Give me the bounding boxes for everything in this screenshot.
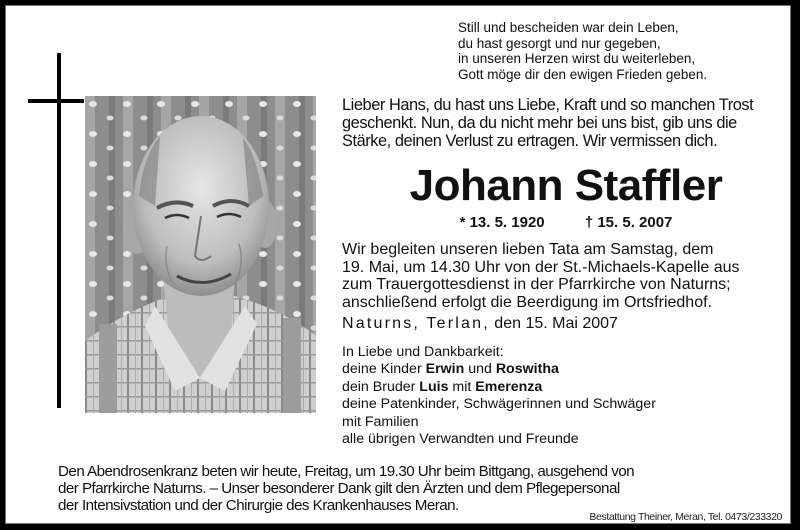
child-name: Roswitha xyxy=(495,361,559,378)
death-date: † 15. 5. 2007 xyxy=(584,214,673,231)
mourners-heading: In Liebe und Dankbarkeit: xyxy=(342,344,504,360)
funeral-line: Wir begleiten unseren lieben Tata am Samstag, dem xyxy=(342,241,714,258)
footer-line: Den Abendrosenkranz beten wir heute, Freitag, um 19.30 Uhr beim Bittgang, ausgehend von xyxy=(58,463,635,480)
funeral-line: anschließend erfolgt die Beerdigung im Ortsfriedhof. xyxy=(342,293,712,311)
mourner-others: alle übrigen Verwandten und Freunde xyxy=(342,431,579,448)
children-prefix: deine Kinder xyxy=(342,361,426,378)
footer-line: der Intensivstation und der Chirurgie des Krankenhauses Meran. xyxy=(58,497,459,515)
message-line: Lieber Hans, du hast uns Liebe, Kraft und so manchen Trost xyxy=(342,96,754,114)
portrait-photo xyxy=(85,96,316,413)
undertaker-credit: Bestattung Theiner, Meran, Tel. 0473/233320 xyxy=(589,511,782,523)
places: Naturns, Terlan, xyxy=(342,315,490,332)
funeral-notice xyxy=(342,241,798,311)
mourner-families: mit Familien xyxy=(342,413,419,430)
funeral-line: zum Trauergottesdienst in der Pfarrkirche von Naturns; xyxy=(342,276,731,294)
message-line: geschenkt. Nun, da du nicht mehr bei uns bist, gib uns die xyxy=(342,113,737,132)
personal-message xyxy=(342,97,800,150)
joiner: und xyxy=(464,361,496,378)
brother-partner-name: Emerenza xyxy=(475,378,543,395)
poem-line: Gott möge dir den ewigen Frieden geben. xyxy=(458,66,708,82)
cross-icon-horizontal xyxy=(28,99,84,103)
joiner: mit xyxy=(448,378,476,395)
cross-icon-vertical xyxy=(57,53,61,408)
footer-line: der Pfarrkirche Naturns. – Unser besonderer Dank gilt den Ärzten und dem Pflegepersonal xyxy=(58,480,620,498)
poem-line: du hast gesorgt und nur gegeben, xyxy=(458,35,661,51)
child-name: Erwin xyxy=(425,361,465,378)
place-and-date xyxy=(342,315,618,333)
notice-date: den 15. Mai 2007 xyxy=(489,315,618,332)
poem-line: in unseren Herzen wirst du weiterleben, xyxy=(458,51,696,66)
obituary-card xyxy=(5,5,791,524)
deceased-name: Johann Staffler xyxy=(409,161,723,210)
mourners-list xyxy=(342,344,656,448)
message-line: Stärke, deinen Verlust zu ertragen. Wir vermissen dich. xyxy=(342,131,718,150)
poem-line: Still und bescheiden war dein Leben, xyxy=(458,20,679,35)
mourner-children xyxy=(342,361,656,378)
mourner-brother xyxy=(342,379,656,396)
life-dates xyxy=(336,214,796,231)
brother-prefix: dein Bruder xyxy=(342,378,420,395)
funeral-line: 19. Mai, um 14.30 Uhr von der St.-Michaels-Kapelle aus xyxy=(342,258,740,276)
mourner-godchildren: deine Patenkinder, Schwägerinnen und Schwäger xyxy=(342,396,656,413)
portrait-illustration xyxy=(85,96,316,413)
brother-name: Luis xyxy=(419,378,449,395)
birth-date: * 13. 5. 1920 xyxy=(459,214,545,231)
rosary-and-thanks xyxy=(58,463,783,515)
memorial-poem xyxy=(458,20,707,82)
